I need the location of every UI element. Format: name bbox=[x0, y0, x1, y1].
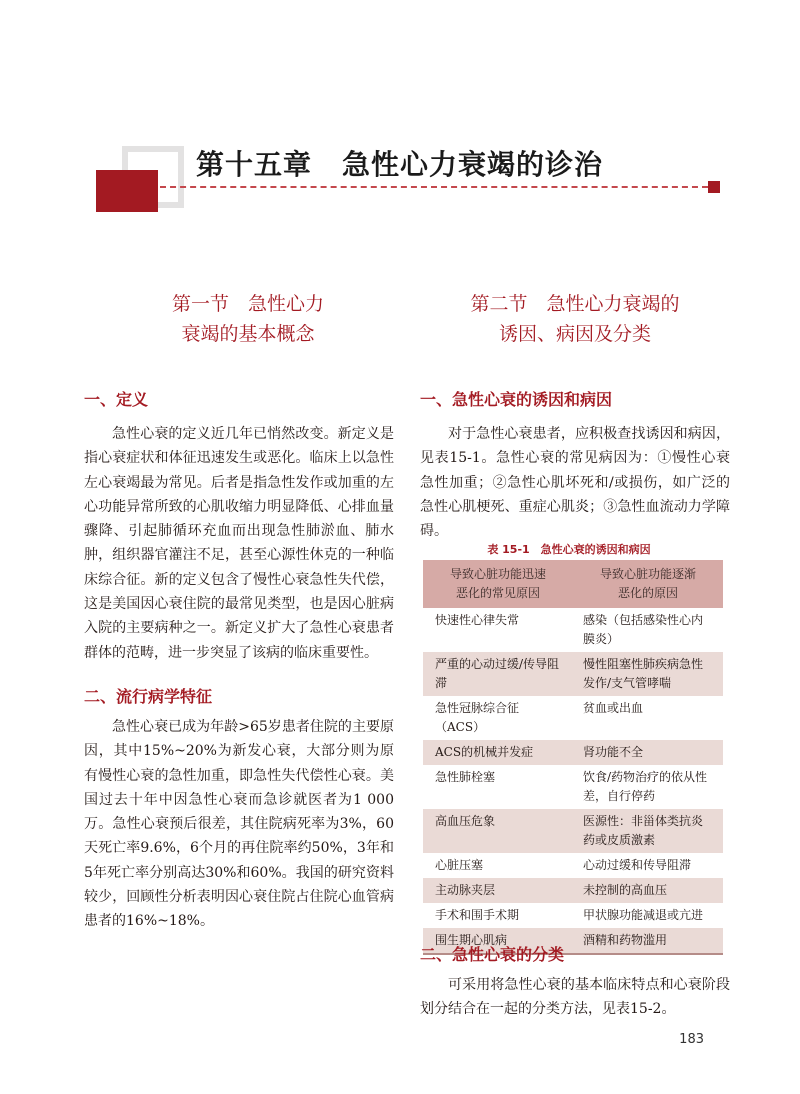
table-header-col2 bbox=[573, 560, 723, 608]
chapter-rule-end-square bbox=[708, 181, 720, 193]
table-cell: 手术和围手术期 bbox=[435, 908, 520, 922]
table-row bbox=[423, 652, 723, 696]
chapter-dashed-rule bbox=[160, 186, 708, 188]
table-cell: 贫血或出血 bbox=[583, 701, 644, 715]
table-row bbox=[423, 765, 723, 809]
table-cell: 高血压危象 bbox=[423, 809, 573, 853]
table-cell: 未控制的高血压 bbox=[573, 878, 723, 903]
table-cell: 饮食/药物治疗的依从性差，自行停药 bbox=[583, 770, 708, 803]
paragraph-causes: 对于急性心衰患者，应积极查找诱因和病因，见表15-1。急性心衰的常见病因为：①慢性心衰急性加重；②急性心肌坏死和/或损伤，如广泛的急性心肌梗死、重症心肌炎；③急性血流动力学障碍。 bbox=[420, 426, 730, 540]
heading-classification: 二、急性心衰的分类 bbox=[420, 945, 565, 964]
table-cell: 快速性心律失常 bbox=[435, 613, 520, 627]
heading-causes: 一、急性心衰的诱因和病因 bbox=[420, 390, 613, 409]
table-cell: 酒精和药物滥用 bbox=[573, 928, 723, 954]
table-cell: 严重的心动过缓/传导阻滞 bbox=[423, 652, 573, 696]
table-cell: 甲状腺功能减退或亢进 bbox=[583, 908, 704, 922]
causes-table bbox=[423, 560, 723, 955]
chapter-number: 第十五章 bbox=[196, 148, 313, 181]
table-cell: 主动脉夹层 bbox=[423, 878, 573, 903]
table-cell: 心动过缓和传导阻滞 bbox=[583, 858, 692, 872]
heading-definition: 一、定义 bbox=[84, 390, 149, 409]
table-row bbox=[423, 696, 723, 740]
paragraph-classification: 可采用将急性心衰的基本临床特点和心衰阶段划分结合在一起的分类方法，见表15-2。 bbox=[420, 977, 730, 1018]
table-cell: 急性肺栓塞 bbox=[435, 770, 496, 784]
table-row bbox=[423, 903, 723, 928]
chapter-subtitle: 急性心力衰竭的诊治 bbox=[342, 148, 604, 181]
table-row bbox=[423, 853, 723, 878]
table-header-col1 bbox=[423, 560, 573, 608]
chapter-deco-red-block bbox=[96, 170, 158, 212]
paragraph-definition: 急性心衰的定义近几年已悄然改变。新定义是指心衰症状和体征迅速发生或恶化。临床上以急性左心衰竭最为常见。后者是指急性发作或加重的左心功能异常所致的心肌收缩力明显降低、心排血量骤降、引起肺循环充血而出现急性肺淤血、肺水肿，组织器官灌注不足，甚至心源性休克的一种临床综合征。新的定义包含了慢性心衰急性失代偿，这是美国因心衰住院的最常见类型，也是因心脏病入院的主要病种之一。新定义扩大了急性心衰患者群体的范畴，进一步突显了该病的临床重要性。 bbox=[84, 426, 394, 661]
table-header-row bbox=[423, 560, 723, 608]
table-cell: ACS的机械并发症 bbox=[423, 740, 573, 765]
table-cell: 感染（包括感染性心内膜炎） bbox=[583, 613, 704, 646]
table-cell: 急性冠脉综合征（ACS） bbox=[435, 701, 520, 734]
right-section-title-line2: 诱因、病因及分类 bbox=[498, 323, 651, 345]
table-row bbox=[423, 608, 723, 652]
table-cell: 围生期心肌病 bbox=[423, 928, 573, 954]
header-col2-line2: 恶化的原因 bbox=[617, 586, 678, 600]
left-section-title-line1: 第一节 急性心力 bbox=[171, 293, 324, 315]
header-col2-line1: 导致心脏功能逐渐 bbox=[599, 567, 696, 581]
heading-epidemiology: 二、流行病学特征 bbox=[84, 687, 213, 706]
left-section-title-line2: 衰竭的基本概念 bbox=[181, 323, 315, 345]
table-cell: 医源性：非甾体类抗炎药或皮质激素 bbox=[573, 809, 723, 853]
page-number: 183 bbox=[679, 1032, 704, 1047]
header-col1-line1: 导致心脏功能迅速 bbox=[449, 567, 546, 581]
right-section-title bbox=[420, 289, 730, 349]
table-row bbox=[423, 740, 723, 765]
table-row bbox=[423, 878, 723, 903]
right-section-title-line1: 第二节 急性心力衰竭的 bbox=[470, 293, 680, 315]
chapter-title bbox=[196, 143, 603, 183]
left-section-title bbox=[98, 289, 398, 349]
table-caption: 表 15-1 急性心衰的诱因和病因 bbox=[487, 543, 651, 556]
header-col1-line2: 恶化的常见原因 bbox=[455, 586, 540, 600]
table-cell: 心脏压塞 bbox=[435, 858, 484, 872]
table-row bbox=[423, 809, 723, 853]
table-cell: 慢性阻塞性肺疾病急性发作/支气管哮喘 bbox=[573, 652, 723, 696]
paragraph-epidemiology: 急性心衰已成为年龄>65岁患者住院的主要原因，其中15%~20%为新发心衰，大部分则为原有慢性心衰的急性加重，即急性失代偿性心衰。美国过去十年中因急性心衰而急诊就医者为1 000万。急性心衰预后很差，其住院病死率为3%，60天死亡率9.6%，6个月的再住院率约50%，3年和5年死亡率分别高达30%和60%。我国的研究资料较少，回顾性分析表明因心衰住院占住院心血管病患者的16%~18%。 bbox=[84, 719, 394, 930]
table-cell: 肾功能不全 bbox=[573, 740, 723, 765]
